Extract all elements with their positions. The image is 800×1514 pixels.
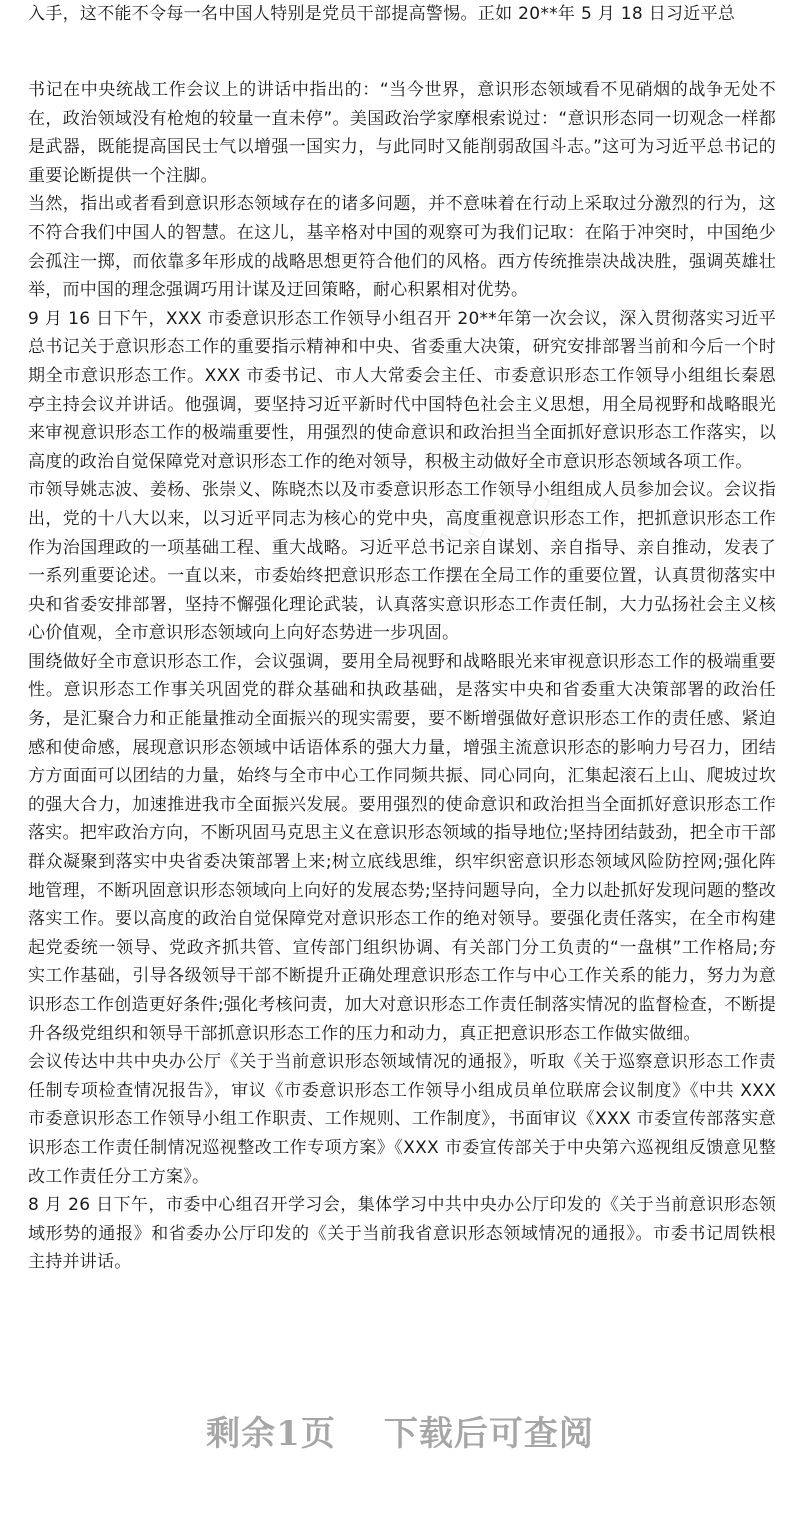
document-top-fragment: 入手，这不能不令每一名中国人特别是党员干部提高警惕。正如 20**年 5 月 18 日习近平总 xyxy=(28,4,736,24)
watermark: ◇ ◇ ◇ ◇ ◇ xyxy=(430,471,590,559)
paragraph: 书记在中央统战工作会议上的讲话中指出的：“当今世界，意识形态领域看不见硝烟的战争无处不在，政治领域没有枪炮的较量一直未停”。美国政治学家摩根索说过：“意识形态同一切观念一样都是武器，既能提高国民士气以增强一国实力，与此同时又能削弱敌国斗志。”这可为习近平总书记的重要论断提供一个注脚。 xyxy=(28,80,776,186)
download-banner[interactable] xyxy=(0,1406,800,1462)
download-to-view-link[interactable]: 下载后可查阅 xyxy=(383,1414,594,1454)
paragraph: 当然，指出或者看到意识形态领域存在的诸多问题，并不意味着在行动上采取过分激烈的行为，这不符合我们中国人的智慧。在这儿，基辛格对中国的观察可为我们记取：在陷于冲突时，中国绝少会孤注一掷，而依靠多年形成的战略思想更符合他们的风格。西方传统推崇决战决胜，强调英雄壮举，而中国的理念强调巧用计谋及迂回策略，耐心积累相对优势。 xyxy=(28,194,776,301)
paragraph: 围绕做好全市意识形态工作，会议强调，要用全局视野和战略眼光来审视意识形态工作的极端重要性。意识形态工作事关巩固党的群众基础和执政基础，是落实中央和省委重大决策部署的政治任务，是汇聚合力和正能量推动全面振兴的现实需要，要不断增强做好意识形态工作的责任感、紧迫感和使命感，展现意识形态领域中话语体系的强大力量，增强主流意识形态的影响力号召力，团结方方面面可以团结的力量，始终与全市中心工作同频共振、同心同向，汇集起滚石上山、爬坡过坎的强大合力，加速推进我市全面振兴发展。要用强烈的使命意识和政治担当全面抓好意识形态工作落实。把牢政治方向，不断巩固马克思主义在意识形态领域的指导地位;坚持团结鼓劲，把全市干部群众凝聚到落实中央省委决策部署上来;树立底线思维，织牢织密意识形态领域风险防控网;强化阵地管理，不断巩固意识形态领域向上向好的发展态势;坚持问题导向，全力以赴抓好发现问题的整改落实工作。要以高度的政治自觉保障党对意识形态工作的绝对领导。要强化责任落实，在全市构建起党委统一领导、党政齐抓共管、宣传部门组织协调、有关部门分工负责的“一盘棋”工作格局;夯实工作基础，引导各级领导干部不断提升正确处理意识形态工作与中心工作关系的能力，努力为意识形态工作创造更好条件;强化考核问责，加大对意识形态工作责任制落实情况的监督检查，不断提升各级党组织和领导干部抓意识形态工作的压力和动力，真正把意识形态工作做实做细。 xyxy=(28,651,777,1044)
paragraph: 8 月 26 日下午，市委中心组召开学习会，集体学习中共中央办公厅印发的《关于当前意识形态领域形势的通报》和省委办公厅印发的《关于当前我省意识形态领域情况的通报》。市委书记周铁根主持并讲话。 xyxy=(28,1195,776,1273)
paragraph: 9 月 16 日下午，XXX 市委意识形态工作领导小组召开 20**年第一次会议，深入贯彻落实习近平总书记关于意识形态工作的重要指示精神和中央、省委重大决策，研究安排部署当前和今后一个时期全市意识形态工作。XXX 市委书记、市人大常委会主任、市委意识形态工作领导小组组长秦恩亭主持会议并讲话。他强调，要坚持习近平新时代中国特色社会主义思想，用全局视野和战略眼光来审视意识形态工作的极端重要性，用强烈的使命意识和政治担当全面抓好意识形态工作落实，以高度的政治自觉保障党对意识形态工作的绝对领导，积极主动做好全市意识形态领域各项工作。 xyxy=(28,308,776,472)
paragraph: 会议传达中共中央办公厅《关于当前意识形态领域情况的通报》，听取《关于巡察意识形态工作责任制专项检查情况报告》，审议《市委意识形态工作领导小组成员单位联席会议制度》《中共 XXX 市委意识形态工作领导小组工作职责、工作规则、工作制度》，书面审议《XXX 市委宣传部落实意识形态工作责任制情况巡视整改工作专项方案》《XXX 市委宣传部关于中央第六巡视组反馈意见整改工作责任分工方案》。 xyxy=(28,1052,776,1187)
paragraph: 市领导姚志波、姜杨、张崇义、陈晓杰以及市委意识形态工作领导小组组成人员参加会议。会议指出，党的十八大以来，以习近平同志为核心的党中央，高度重视意识形态工作，把抓意识形态工作作为治国理政的一项基础工程、重大战略。习近平总书记亲自谋划、亲自指导、亲自推动，发表了一系列重要论述。一直以来，市委始终把意识形态工作摆在全局工作的重要位置，认真贯彻落实中央和省委安排部署，坚持不懈强化理论武装，认真落实意识形态工作责任制，大力弘扬社会主义核心价值观，全市意识形态领域向上向好态势进一步巩固。 xyxy=(28,480,776,644)
remaining-pages-label[interactable]: 剩余1页 xyxy=(206,1414,336,1454)
document-body xyxy=(28,76,776,1277)
